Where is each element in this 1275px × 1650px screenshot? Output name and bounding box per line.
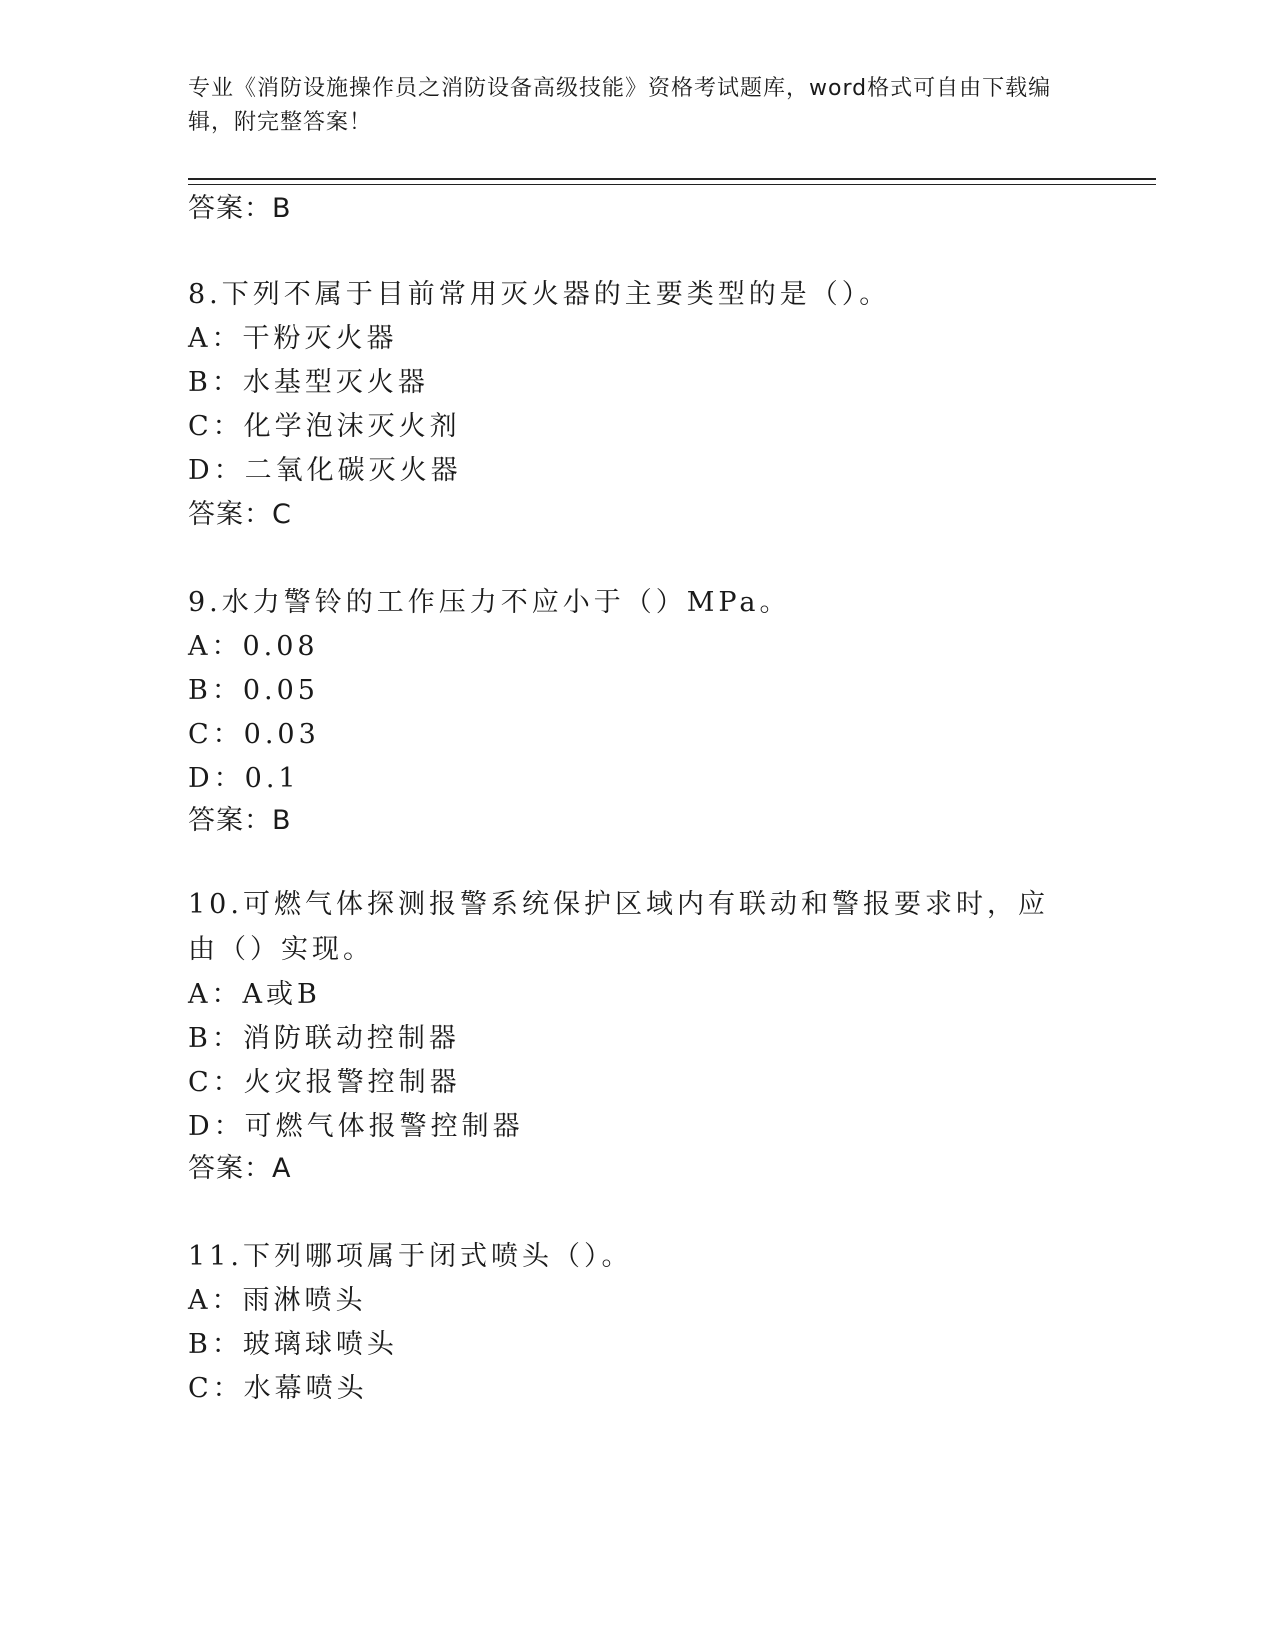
question-9-option-a: A：0.08	[188, 631, 319, 662]
answer-q7: 答案：B	[188, 193, 292, 224]
question-11-option-a: A：雨淋喷头	[188, 1285, 367, 1316]
question-9-stem: 9.水力警铃的工作压力不应小于（）MPa。	[188, 587, 791, 618]
answer-q10: 答案：A	[188, 1153, 292, 1184]
question-8-option-a: A：干粉灭火器	[188, 323, 398, 354]
question-8-option-c: C：化学泡沫灭火剂	[188, 411, 461, 442]
header-rule-thick	[188, 178, 1156, 180]
question-10-option-b: B：消防联动控制器	[188, 1023, 460, 1054]
question-10-option-d: D：可燃气体报警控制器	[188, 1111, 524, 1142]
answer-q8: 答案：C	[188, 499, 292, 530]
question-9-option-b: B：0.05	[188, 675, 319, 706]
question-8-option-b: B：水基型灭火器	[188, 367, 429, 398]
question-11-option-b: B：玻璃球喷头	[188, 1329, 398, 1360]
question-8-stem: 8.下列不属于目前常用灭火器的主要类型的是（）。	[188, 279, 891, 310]
question-9-option-c: C：0.03	[188, 719, 320, 750]
answer-q9: 答案：B	[188, 805, 292, 836]
question-10-option-a: A：A或B	[188, 979, 321, 1010]
question-11-stem: 11.下列哪项属于闭式喷头（）。	[188, 1241, 633, 1272]
question-11-option-c: C：水幕喷头	[188, 1373, 368, 1404]
question-9-option-d: D：0.1	[188, 763, 300, 794]
header-rule-thin	[188, 184, 1156, 185]
question-10-stem: 10.可燃气体探测报警系统保护区域内有联动和警报要求时，应由（）实现。	[188, 889, 1049, 965]
document-intro: 专业《消防设施操作员之消防设备高级技能》资格考试题库，word格式可自由下载编辑，附完整答案！	[188, 76, 1052, 135]
question-8-option-d: D：二氧化碳灭火器	[188, 455, 462, 486]
question-10-option-c: C：火灾报警控制器	[188, 1067, 461, 1098]
